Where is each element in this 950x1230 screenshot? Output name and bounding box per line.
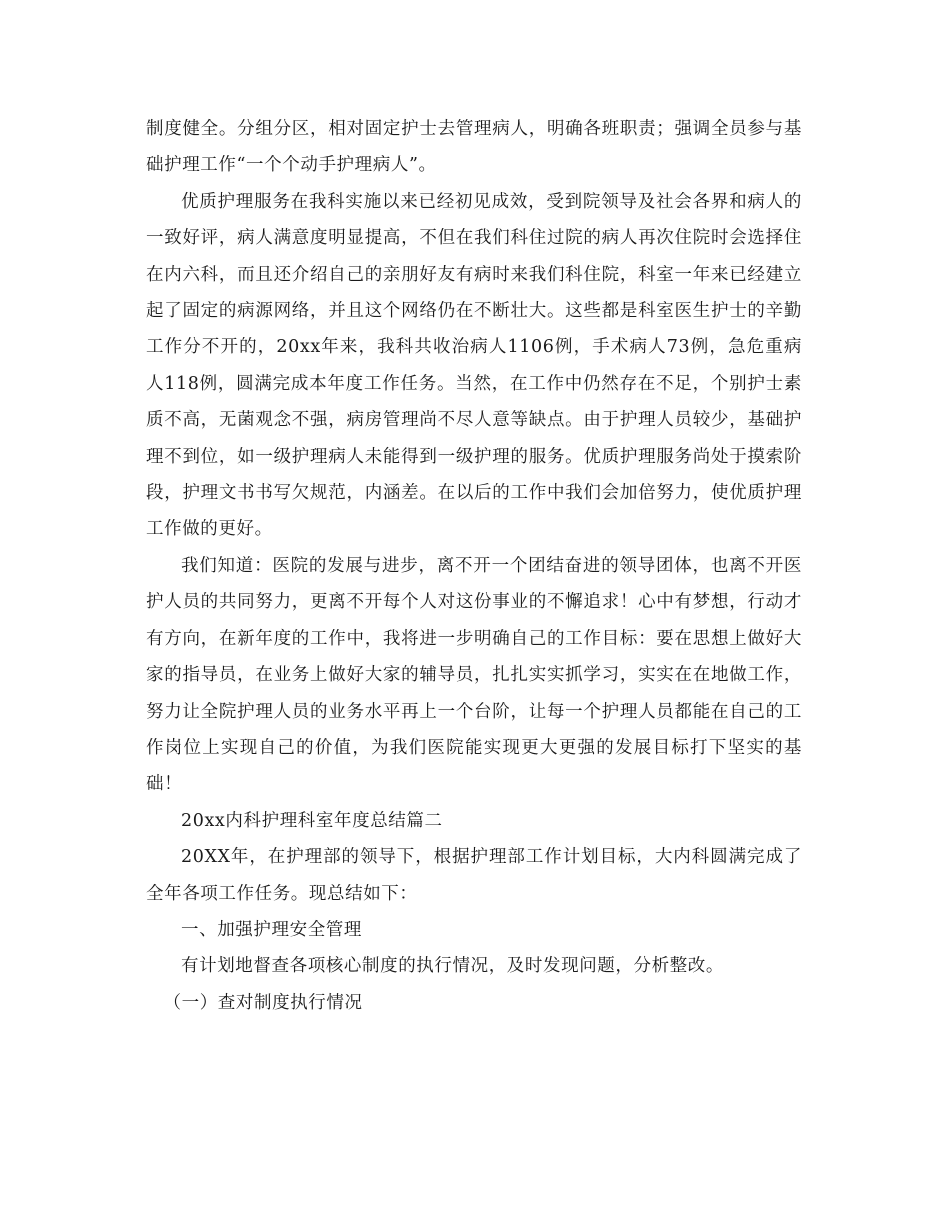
heading-safety-management: 一、加强护理安全管理 [181, 919, 362, 940]
document-body [146, 111, 802, 1021]
subheading-check-system: （一）查对制度执行情况 [163, 992, 363, 1013]
paragraph-summary-intro: 20XX年，在护理部的领导下，根据护理部工作计划目标，大内科圆满完成了全年各项工作任务。现总结如下： [146, 847, 802, 904]
paragraph-supervision: 有计划地督查各项核心制度的执行情况，及时发现问题，分析整改。 [181, 956, 724, 977]
paragraph-quality-care: 优质护理服务在我科实施以来已经初见成效，受到院领导及社会各界和病人的一致好评，病人满意度明显提高，不但在我们科住过院的病人再次住院时会选择住在内六科，而且还介绍自己的亲朋好友有病时来我们科住院，科室一年来已经建立起了固定的病源网络，并且这个网络仍在不断壮大。这些都是科室医生护士的辛勤工作分不开的，20xx年来，我科共收治病人1106例，手术病人73例，急危重病人118例，圆满完成本年度工作任务。当然，在工作中仍然存在不足，个别护士素质不高，无菌观念不强，病房管理尚不尽人意等缺点。由于护理人员较少，基础护理不到位，如一级护理病人未能得到一级护理的服务。优质护理服务尚处于摸索阶段，护理文书书写欠规范，内涵差。在以后的工作中我们会加倍努力，使优质护理工作做的更好。 [146, 191, 802, 540]
paragraph-goals: 我们知道：医院的发展与进步，离不开一个团结奋进的领导团体，也离不开医护人员的共同努力，更离不开每个人对这份事业的不懈追求！心中有梦想，行动才有方向，在新年度的工作中，我将进一步明确自己的工作目标：要在思想上做好大家的指导员，在业务上做好大家的辅导员，扎扎实实抓学习，实实在在地做工作，努力让全院护理人员的业务水平再上一个台阶，让每一个护理人员都能在自己的工作岗位上实现自己的价值，为我们医院能实现更大更强的发展目标打下坚实的基础！ [146, 555, 802, 795]
section-title: 20xx内科护理科室年度总结篇二 [181, 810, 443, 831]
paragraph-continuation: 制度健全。分组分区，相对固定护士去管理病人，明确各班职责；强调全员参与基础护理工作“一个个动手护理病人”。 [146, 119, 802, 176]
